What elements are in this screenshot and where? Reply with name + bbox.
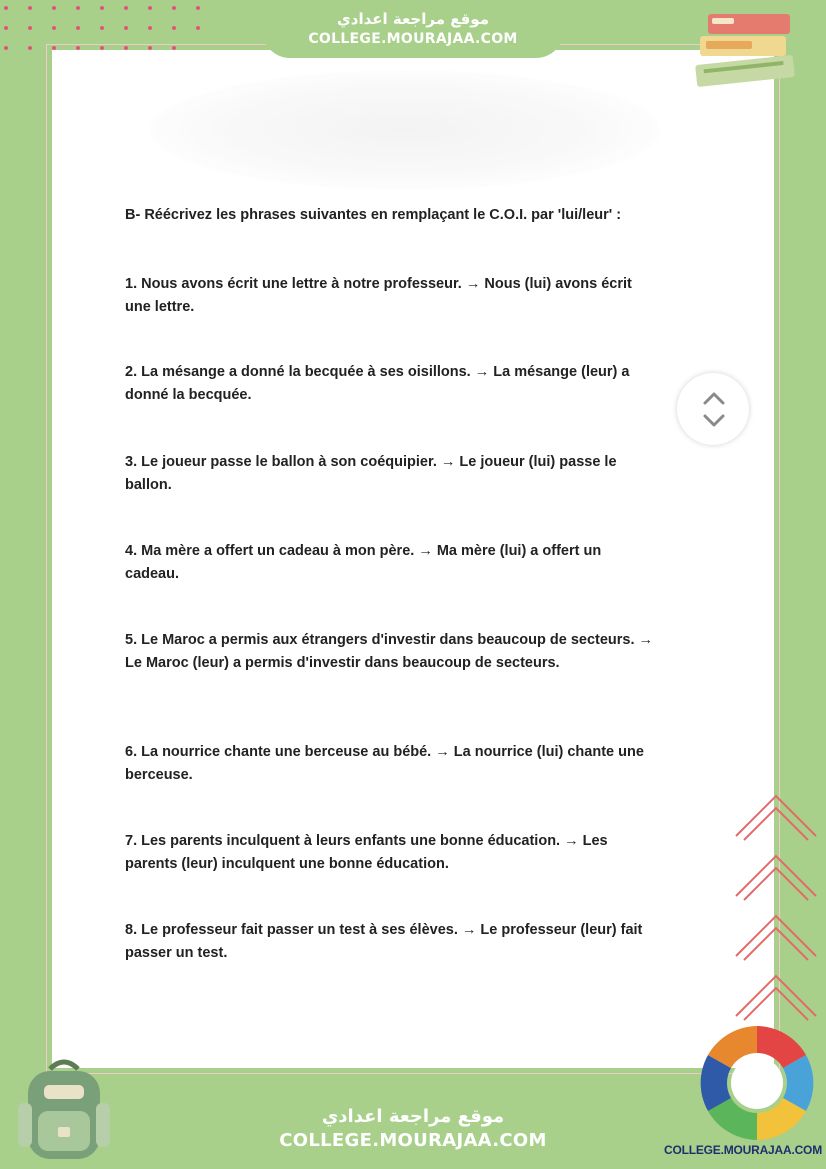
header-site-url[interactable]: COLLEGE.MOURAJAA.COM: [308, 31, 518, 47]
exercise-instruction: B- Réécrivez les phrases suivantes en remplaçant le C.O.I. par 'lui/leur' :: [125, 207, 622, 223]
backpack-illustration: [14, 1055, 114, 1163]
exercise-item-7: 7. Les parents inculquent à leurs enfants une bonne éducation. → Les parents (leur) inculquent une bonne éducation.: [125, 833, 608, 872]
exercise-item-6: 6. La nourrice chante une berceuse au bébé. → La nourrice (lui) chante une berceuse.: [125, 744, 644, 783]
header-site-name: موقع مراجعة اعدادي: [337, 10, 489, 28]
exercise-content: [125, 204, 655, 961]
exercise-item-4: 4. Ma mère a offert un cadeau à mon père. → Ma mère (lui) a offert un cadeau.: [125, 543, 602, 582]
books-illustration: [690, 10, 800, 95]
blurred-header-area: [150, 70, 660, 190]
header-banner: [262, 0, 564, 58]
footer-banner: [262, 1074, 564, 1169]
footer-site-url[interactable]: COLLEGE.MOURAJAA.COM: [279, 1129, 547, 1151]
chevron-decoration: [732, 790, 822, 1030]
exercise-item-3: 3. Le joueur passe le ballon à son coéquipier. → Le joueur (lui) passe le ballon.: [125, 454, 617, 493]
subjects-logo: [696, 1022, 818, 1144]
chevron-up-icon[interactable]: [705, 394, 723, 403]
footer-site-name: موقع مراجعة اعدادي: [321, 1105, 505, 1127]
exercise-item-5: 5. Le Maroc a permis aux étrangers d'investir dans beaucoup de secteurs. → Le Maroc (leur) a permis d'investir dans beaucoup de secteurs.: [125, 632, 654, 671]
scroll-arrows: [677, 373, 749, 445]
scroll-navigation-button[interactable]: [677, 373, 749, 445]
logo-caption: COLLEGE.MOURAJAA.COM: [663, 1143, 822, 1157]
exercise-item-8: 8. Le professeur fait passer un test à ses élèves. → Le professeur (leur) fait passer un test.: [125, 922, 643, 961]
exercise-item-2: 2. La mésange a donné la becquée à ses oisillons. → La mésange (leur) a donné la becquée.: [125, 364, 630, 403]
chevron-down-icon[interactable]: [705, 416, 723, 425]
exercise-item-1: 1. Nous avons écrit une lettre à notre professeur. → Nous (lui) avons écrit une lettre.: [125, 276, 632, 315]
